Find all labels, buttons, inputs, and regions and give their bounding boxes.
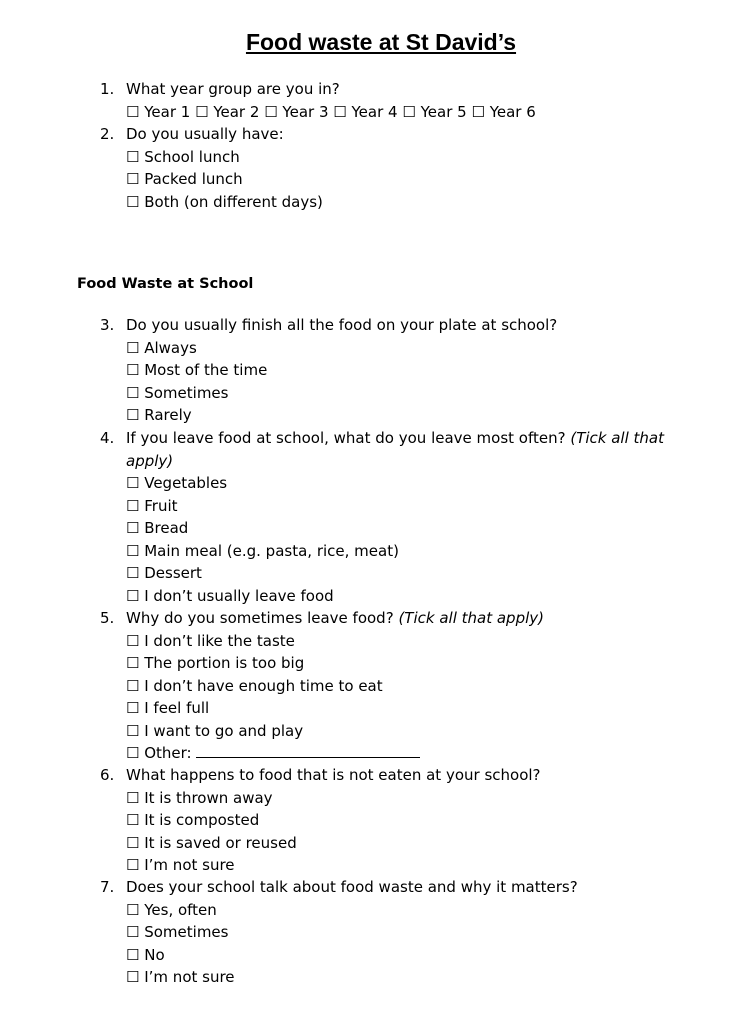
question-number: 6. bbox=[100, 766, 115, 784]
checkbox-option[interactable]: ☐ Rarely bbox=[126, 406, 192, 424]
checkbox-option[interactable]: ☐ It is thrown away bbox=[126, 788, 273, 807]
question-1 bbox=[100, 78, 690, 123]
checkbox-option-other[interactable]: ☐ Other: bbox=[126, 742, 690, 765]
question-number: 3. bbox=[100, 316, 115, 334]
checkbox-option[interactable]: ☐ It is composted bbox=[126, 811, 260, 829]
page-title: Food waste at St David’s bbox=[245, 29, 517, 55]
checkbox-option[interactable]: ☐ Dessert bbox=[126, 564, 202, 582]
checkbox-option[interactable]: ☐ Both (on different days) bbox=[126, 192, 323, 211]
checkbox-option[interactable]: ☐ I want to go and play bbox=[126, 721, 304, 740]
checkbox-year-6[interactable]: ☐ Year 6 bbox=[471, 102, 536, 121]
checkbox-year-5[interactable]: ☐ Year 5 bbox=[402, 102, 467, 121]
checkbox-option[interactable]: ☐ I’m not sure bbox=[126, 856, 235, 874]
checkbox-option[interactable]: ☐ Yes, often bbox=[126, 900, 217, 919]
question-text: Do you usually finish all the food on your plate at school? bbox=[126, 316, 558, 334]
checkbox-year-4[interactable]: ☐ Year 4 bbox=[333, 102, 398, 121]
checkbox-option[interactable]: ☐ Sometimes bbox=[126, 923, 229, 941]
checkbox-option[interactable]: ☐ Packed lunch bbox=[126, 170, 243, 188]
checkbox-year-1[interactable]: ☐ Year 1 bbox=[126, 102, 191, 121]
checkbox-option[interactable]: ☐ Always bbox=[126, 338, 197, 357]
checkbox-year-2[interactable]: ☐ Year 2 bbox=[195, 102, 260, 121]
question-text: If you leave food at school, what do you leave most often? (Tick all that apply) bbox=[126, 429, 664, 470]
question-5 bbox=[100, 607, 690, 765]
checkbox-option[interactable]: ☐ No bbox=[126, 945, 165, 964]
section-heading: Food Waste at School bbox=[77, 276, 254, 292]
question-2 bbox=[100, 123, 690, 213]
checkbox-option[interactable]: ☐ Sometimes bbox=[126, 383, 229, 402]
checkbox-option[interactable]: ☐ I feel full bbox=[126, 699, 210, 717]
question-number: 4. bbox=[100, 429, 115, 447]
checkbox-option[interactable]: ☐ School lunch bbox=[126, 147, 240, 166]
checkbox-option[interactable]: ☐ Fruit bbox=[126, 496, 178, 515]
question-6 bbox=[100, 764, 690, 877]
question-text: What year group are you in? bbox=[126, 80, 340, 98]
question-number: 5. bbox=[100, 609, 115, 627]
checkbox-option[interactable]: ☐ Main meal (e.g. pasta, rice, meat) bbox=[126, 541, 399, 560]
question-text: Do you usually have: bbox=[126, 125, 284, 143]
checkbox-option[interactable]: ☐ It is saved or reused bbox=[126, 833, 297, 852]
question-text: What happens to food that is not eaten at your school? bbox=[126, 766, 541, 784]
checkbox-option[interactable]: ☐ Vegetables bbox=[126, 474, 228, 492]
checkbox-option[interactable]: ☐ I don’t usually leave food bbox=[126, 586, 334, 605]
checkbox-option[interactable]: ☐ Bread bbox=[126, 519, 189, 537]
checkbox-option[interactable]: ☐ I’m not sure bbox=[126, 968, 235, 986]
checkbox-year-3[interactable]: ☐ Year 3 bbox=[264, 102, 329, 121]
question-hint: (Tick all that apply) bbox=[398, 609, 544, 627]
question-4 bbox=[100, 427, 690, 607]
year-options-row bbox=[126, 101, 690, 124]
other-answer-line[interactable] bbox=[196, 743, 420, 758]
checkbox-option[interactable]: ☐ Most of the time bbox=[126, 361, 268, 379]
question-text: Does your school talk about food waste and why it matters? bbox=[126, 878, 578, 896]
checkbox-option[interactable]: ☐ The portion is too big bbox=[126, 654, 305, 672]
question-number: 7. bbox=[100, 878, 115, 896]
checkbox-option[interactable]: ☐ I don’t have enough time to eat bbox=[126, 676, 383, 695]
question-hint: (Tick all that apply) bbox=[126, 429, 664, 470]
checkbox-option[interactable]: ☐ I don’t like the taste bbox=[126, 631, 295, 650]
question-7 bbox=[100, 876, 690, 989]
question-text: Why do you sometimes leave food? (Tick all that apply) bbox=[126, 609, 544, 627]
question-number: 1. bbox=[100, 80, 115, 98]
question-3 bbox=[100, 314, 690, 427]
question-number: 2. bbox=[100, 125, 115, 143]
